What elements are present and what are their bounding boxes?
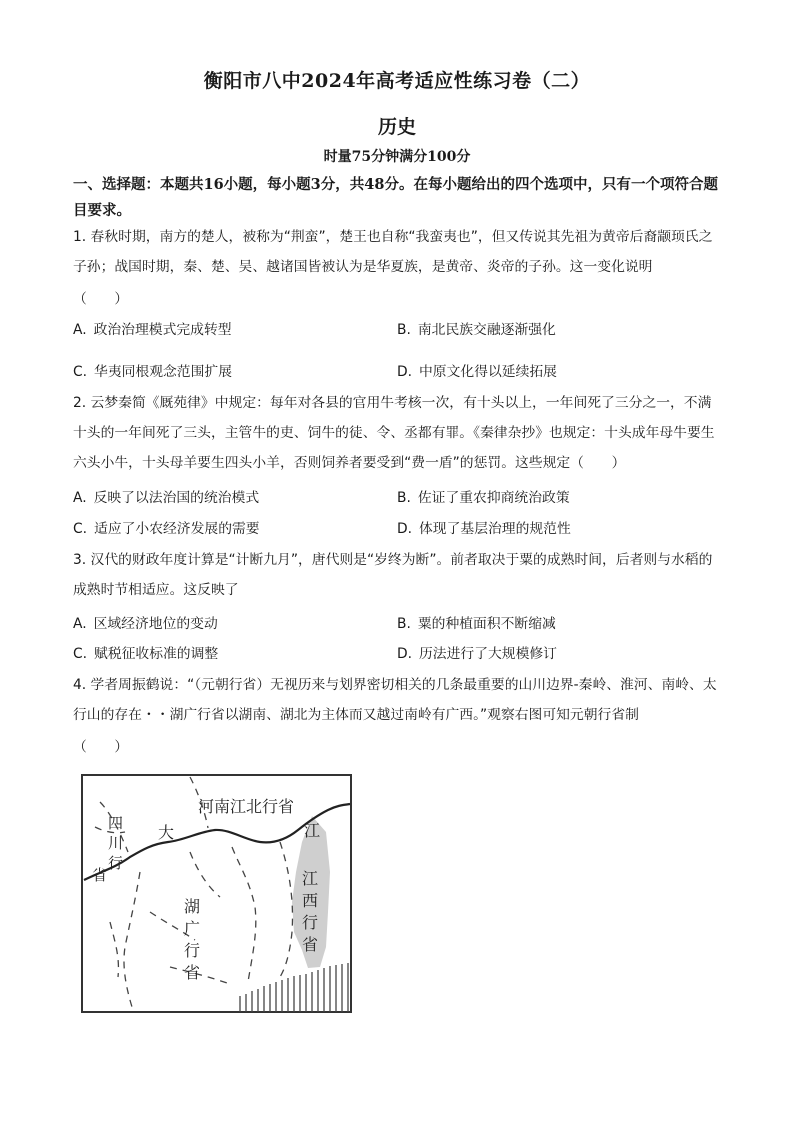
question-1-option-d[interactable]: D. 中原文化得以延续拓展 [397, 364, 557, 380]
option-text: 反映了以法治国的统治模式 [93, 490, 260, 506]
option-text: 华夷同根观念范围扩展 [94, 364, 232, 380]
map-label-char: 行 [108, 854, 124, 872]
map-label-char: 湖 [184, 897, 201, 916]
map-label-char: 西 [302, 891, 319, 910]
question-3-option-c[interactable]: C. 赋税征收标准的调整 [73, 646, 219, 662]
time-info: 时量75分钟满分100分 [323, 149, 471, 165]
label-henan: 河南江北行省 [198, 797, 295, 816]
question-1-paren: （ ） [73, 291, 129, 307]
map-label-char: 行 [302, 913, 319, 932]
question-4-stem: 4. 学者周振鹤说：“（元朝行省）无视历来与划界密切相关的几条最重要的山川边界-秦岭、淮河、南岭、太行山的存在・・湖广行省以湖南、湖北为主体而又越过南岭有广西。”观察右图可知元朝行省制 [73, 677, 717, 723]
map-label-char: 省 [92, 866, 108, 884]
option-text: 粟的种植面积不断缩减 [417, 616, 556, 632]
question-4-paren: （ ） [73, 739, 129, 755]
question-2-option-b[interactable]: B. 佐证了重农抑商统治政策 [397, 490, 570, 506]
option-text: 适应了小农经济发展的需要 [94, 521, 260, 537]
label-river-jiang: 江 [304, 821, 321, 840]
option-text: 区域经济地位的变动 [93, 616, 218, 632]
question-1-option-c[interactable]: C. 华夷同根观念范围扩展 [73, 364, 232, 380]
option-text: 政治治理模式完成转型 [93, 322, 232, 338]
option-text: 体现了基层治理的规范性 [419, 521, 571, 537]
question-3-stem: 3. 汉代的财政年度计算是“计断九月”，唐代则是“岁终为断”。前者取决于粟的成熟时间，后者则与水稻的成熟时节相适应。这反映了 [73, 552, 713, 598]
map-label-char: 四 [108, 814, 124, 832]
subject-title: 历史 [377, 116, 416, 138]
option-text: 中原文化得以延续拓展 [419, 364, 557, 380]
option-text: 佐证了重农抑商统治政策 [417, 490, 570, 506]
question-2-option-d[interactable]: D. 体现了基层治理的规范性 [397, 521, 571, 537]
yuan-provinces-map [80, 772, 355, 1015]
question-2-stem: 2. 云梦秦简《厩苑律》中规定：每年对各县的官用牛考核一次，有十头以上，一年间死了三分之一，不满十头的一年间死了三头，主管牛的吏、饲牛的徒、令、丞都有罪。《秦律杂抄》也规定：十头成年母牛要生六头小牛，十头母羊要生四头小羊，否则饲养者要受到“费一盾”的惩罚。这些规定（ ） [73, 395, 715, 471]
question-3-option-a[interactable]: A. 区域经济地位的变动 [73, 616, 218, 632]
section-heading: 一、选择题：本题共16小题，每小题3分，共48分。在每小题给出的四个选项中，只有一个项符合题目要求。 [73, 176, 718, 219]
question-2-option-a[interactable]: A. 反映了以法治国的统治模式 [73, 490, 260, 506]
map-label-char: 省 [184, 963, 201, 982]
label-river-da: 大 [158, 823, 175, 842]
option-text: 赋税征收标准的调整 [94, 646, 219, 662]
map-label-char: 行 [184, 941, 201, 960]
question-2-option-c[interactable]: C. 适应了小农经济发展的需要 [73, 521, 260, 537]
question-1-option-a[interactable]: A. 政治治理模式完成转型 [73, 322, 232, 338]
map-label-char: 广 [184, 919, 201, 938]
question-1-option-b[interactable]: B. 南北民族交融逐渐强化 [397, 322, 556, 338]
question-3-option-d[interactable]: D. 历法进行了大规模修订 [397, 646, 557, 662]
option-text: 南北民族交融逐渐强化 [417, 322, 556, 338]
map-label-char: 川 [108, 834, 124, 852]
question-1-stem: 1. 春秋时期，南方的楚人，被称为“荆蛮”，楚王也自称“我蛮夷也”，但又传说其先祖为黄帝后裔颛顼氏之子孙；战国时期，秦、楚、吴、越诸国皆被认为是华夏族，是黄帝、炎帝的子孙。这一变化说明 [73, 229, 713, 275]
question-3-option-b[interactable]: B. 粟的种植面积不断缩减 [397, 616, 556, 632]
map-label-char: 省 [302, 935, 319, 954]
exam-title: 衡阳市八中2024年高考适应性练习卷（二） [203, 70, 591, 92]
map-label-char: 江 [302, 869, 319, 888]
option-text: 历法进行了大规模修订 [419, 646, 557, 662]
